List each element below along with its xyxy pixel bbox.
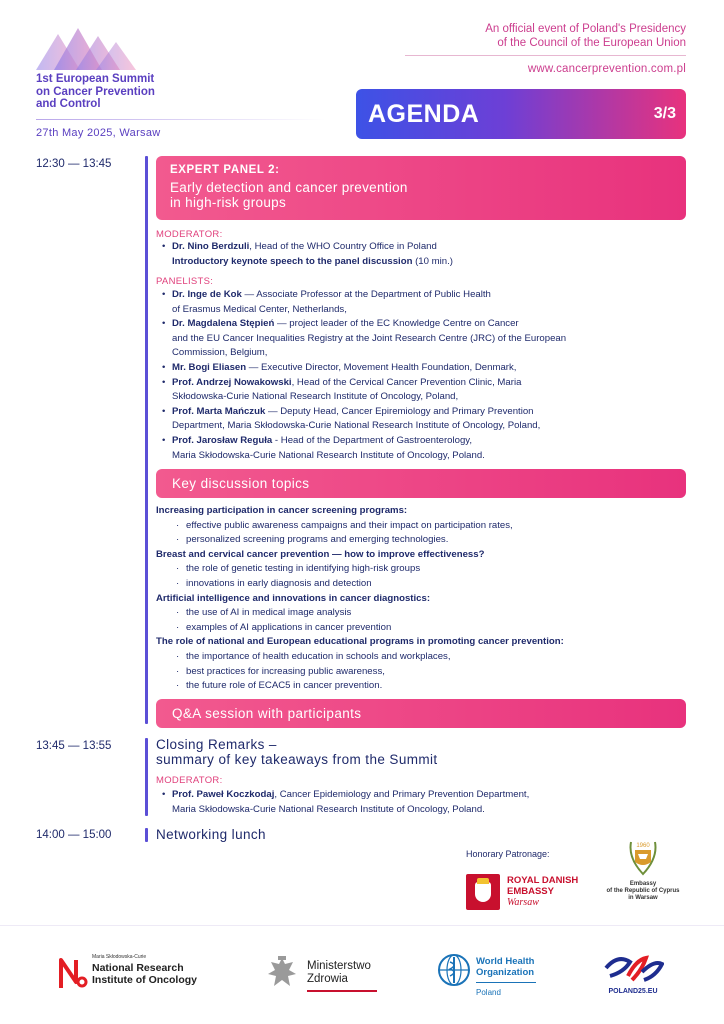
- timeline-bar: [145, 156, 148, 724]
- ministry-underline: [307, 990, 377, 992]
- panel-subtitle-line: Early detection and cancer prevention: [170, 180, 408, 195]
- topic-item: [156, 665, 686, 680]
- panelist-name: Prof. Andrzej Nowakowski: [172, 376, 292, 388]
- crown-icon: [477, 878, 489, 884]
- danish-embassy-text: [507, 875, 578, 908]
- panelist-role-cont: Skłodowska-Curie National Research Institute of Oncology, Poland,: [172, 391, 459, 403]
- poland25-text: POLAND25.EU: [608, 988, 658, 995]
- who-country: Poland: [476, 988, 501, 997]
- time-closing: 13:45 — 13:55: [36, 740, 112, 752]
- panelist-role: — project leader of the EC Knowledge Centre on Cancer: [274, 318, 519, 330]
- topic-item-text: the use of AI in medical image analysis: [186, 607, 352, 619]
- panelist-role-cont: Department, Maria Skłodowska-Curie National Research Institute of Oncology, Poland,: [172, 420, 541, 432]
- topic-item: [156, 562, 686, 577]
- closing-title: [156, 737, 438, 767]
- ministry-line: Ministerstwo: [307, 960, 371, 972]
- panelist-role-cont: Maria Skłodowska-Curie National Research Institute of Oncology, Poland.: [172, 449, 485, 461]
- cyprus-embassy-logo: [606, 836, 680, 916]
- summit-logo-icon: [36, 24, 136, 70]
- topics-header: Key discussion topics: [156, 469, 686, 498]
- panelists-list: [162, 288, 682, 463]
- topic-heading: The role of national and European educational programs in promoting cancer prevention:: [156, 636, 564, 648]
- official-divider: [405, 55, 686, 56]
- topic-item: [156, 577, 686, 592]
- timeline-bar: [145, 738, 148, 816]
- who-text: [476, 956, 534, 978]
- polish-eagle-icon: [265, 954, 299, 996]
- moderator-role: , Cancer Epidemiology and Primary Prevention Department,: [274, 789, 530, 800]
- closing-title-line: summary of key takeaways from the Summit: [156, 752, 438, 767]
- keynote-title: Introductory keynote speech to the panel discussion: [172, 255, 413, 267]
- qa-session-header: Q&A session with participants: [156, 699, 686, 728]
- panelist-role-cont: Commission, Belgium,: [172, 347, 268, 359]
- panel-label: EXPERT PANEL 2:: [170, 164, 280, 176]
- topic-item-text: examples of AI applications in cancer prevention: [186, 621, 392, 633]
- time-panel: 12:30 — 13:45: [36, 158, 112, 170]
- who-line: Organization: [476, 967, 535, 978]
- danish-embassy-logo: [466, 872, 596, 914]
- topic-heading: Breast and cervical cancer prevention — how to improve effectiveness?: [156, 548, 485, 560]
- panelist-item: [162, 288, 682, 317]
- topic-item-text: innovations in early diagnosis and detection: [186, 577, 372, 589]
- panelist-name: Prof. Jarosław Reguła: [172, 434, 273, 446]
- agenda-banner: [356, 89, 686, 139]
- topic-item-text: best practices for increasing public awareness,: [186, 665, 385, 677]
- panelist-role: — Executive Director, Movement Health Foundation, Denmark,: [246, 361, 517, 373]
- closing-moderator-list: [162, 788, 682, 817]
- summit-title-line: and Control: [36, 98, 101, 110]
- panelist-name: Prof. Marta Mańczuk: [172, 405, 266, 417]
- moderator-item: [162, 240, 682, 269]
- official-line: of the Council of the European Union: [497, 37, 686, 49]
- lunch-title: Networking lunch: [156, 827, 266, 842]
- cyprus-emblem-icon: [626, 836, 660, 878]
- panelist-item: [162, 405, 682, 434]
- nio-small-text: Maria Skłodowska-Curie: [92, 954, 147, 960]
- poland25-mark-icon: [602, 952, 664, 986]
- official-line: An official event of Poland's Presidency: [485, 23, 686, 35]
- summit-date: 27th May 2025, Warsaw: [36, 127, 161, 139]
- nio-line: Institute of Oncology: [92, 974, 197, 986]
- patronage-label: Honorary Patronage:: [466, 849, 550, 859]
- topic-item-text: the future role of ECAC5 in cancer prevention.: [186, 680, 383, 692]
- cyprus-line: in Warsaw: [628, 895, 658, 901]
- moderator-role-cont: Maria Skłodowska-Curie National Research Institute of Oncology, Poland.: [172, 803, 485, 815]
- panelist-role: — Associate Professor at the Department of Public Health: [241, 289, 491, 300]
- keynote-duration: (10 min.): [412, 255, 453, 267]
- panelist-item: [162, 361, 682, 376]
- website-link[interactable]: www.cancerprevention.com.pl: [527, 63, 686, 75]
- panelist-name: Mr. Bogi Eliasen: [172, 361, 247, 373]
- who-logo: [436, 952, 546, 1002]
- panel-subtitle-line: in high-risk groups: [170, 195, 287, 210]
- who-line: World Health: [476, 956, 535, 967]
- moderator-role: , Head of the WHO Country Office in Poland: [249, 241, 437, 252]
- moderator-label: MODERATOR:: [156, 229, 223, 240]
- summit-title: [36, 73, 155, 111]
- panelist-name: Dr. Inge de Kok: [172, 289, 242, 300]
- topics-list: [156, 504, 686, 694]
- timeline-bar: [145, 828, 148, 842]
- moderator-name: Dr. Nino Berdzuli: [172, 241, 250, 252]
- topic-item: [156, 519, 686, 534]
- panelist-item: [162, 376, 682, 405]
- panelist-name: Dr. Magdalena Stępień: [172, 318, 275, 330]
- header-divider: [36, 119, 326, 120]
- cyprus-line: Embassy: [629, 881, 657, 887]
- closing-moderator-label: MODERATOR:: [156, 775, 223, 786]
- topic-item: [156, 621, 686, 636]
- danish-line: ROYAL DANISH: [507, 875, 579, 886]
- footer-divider: [0, 925, 724, 926]
- expert-panel-header: [156, 156, 686, 220]
- svg-text:1960: 1960: [636, 843, 650, 849]
- nio-text: [92, 962, 197, 986]
- panelists-label: PANELISTS:: [156, 276, 214, 287]
- topic-item: [156, 533, 686, 548]
- moderator-item: [162, 788, 682, 817]
- who-globe-icon: [436, 952, 472, 988]
- summit-title-line: 1st European Summit: [36, 73, 155, 85]
- panelist-item: [162, 434, 682, 463]
- topic-item-text: the role of genetic testing in identifying high-risk groups: [186, 563, 421, 575]
- poland25-logo: [598, 952, 668, 1002]
- who-divider: [476, 982, 536, 983]
- topic-item: [156, 606, 686, 621]
- panelist-role-cont: and the EU Cancer Inequalities Registry at the Joint Research Centre (JRC) of the European: [172, 332, 567, 344]
- topic-heading: Artificial intelligence and innovations in cancer diagnostics:: [156, 592, 431, 604]
- nio-logo-icon: [58, 956, 88, 990]
- topic-item-text: personalized screening programs and emerging technologies.: [186, 534, 449, 546]
- topic-item: [156, 679, 686, 694]
- moderator-name: Prof. Paweł Koczkodaj: [172, 789, 275, 800]
- page-number: 3/3: [653, 105, 676, 122]
- topic-item: [156, 650, 686, 665]
- closing-title-line: Closing Remarks –: [156, 737, 277, 752]
- panelist-role-cont: of Erasmus Medical Center, Netherlands,: [172, 303, 347, 315]
- panelist-role: - Head of the Department of Gastroenterology,: [272, 434, 473, 446]
- topic-item-text: effective public awareness campaigns and their impact on participation rates,: [186, 519, 513, 531]
- summit-title-line: on Cancer Prevention: [36, 85, 155, 98]
- cyprus-embassy-text: [606, 881, 680, 902]
- panelist-role: , Head of the Cervical Cancer Prevention Clinic, Maria: [291, 376, 522, 388]
- time-lunch: 14:00 — 15:00: [36, 829, 112, 841]
- topic-heading: Increasing participation in cancer screening programs:: [156, 505, 408, 516]
- panel-subtitle: [170, 180, 672, 210]
- ministry-line: Zdrowia: [307, 973, 348, 985]
- nio-logo: [58, 952, 228, 996]
- ministry-text: [307, 960, 371, 986]
- danish-city: Warsaw: [507, 897, 539, 908]
- nio-line: National Research: [92, 962, 184, 974]
- agenda-title: AGENDA: [368, 100, 480, 128]
- panelist-role: — Deputy Head, Cancer Epiremiology and Primary Prevention: [265, 405, 534, 417]
- moderator-list: [162, 240, 682, 269]
- official-event-note: [485, 22, 686, 50]
- danish-line: EMBASSY: [507, 886, 554, 897]
- topic-item-text: the importance of health education in schools and workplaces,: [186, 650, 451, 662]
- cyprus-line: of the Republic of Cyprus: [606, 888, 680, 894]
- ministry-of-health-logo: [265, 954, 385, 998]
- panelist-item: [162, 317, 682, 361]
